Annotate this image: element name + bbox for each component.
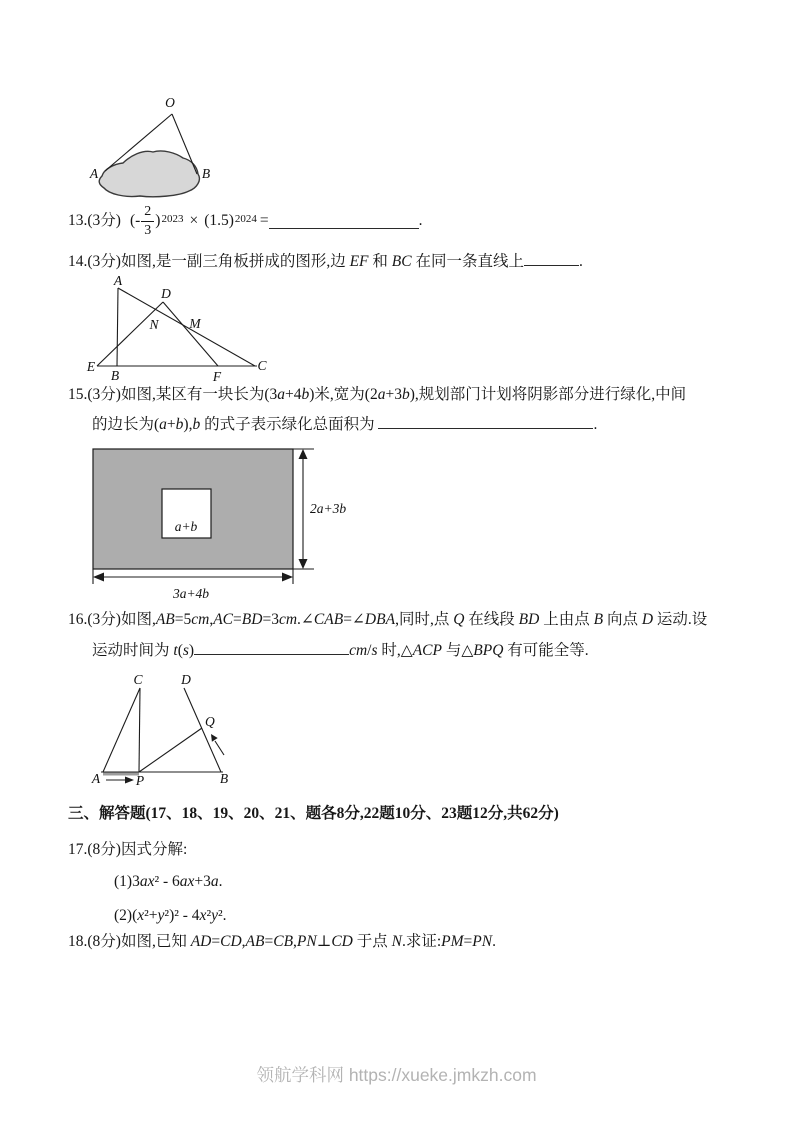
- segment-AC: [103, 688, 140, 772]
- segment-AC: [118, 288, 255, 366]
- period: .: [593, 416, 598, 433]
- label-A: A: [89, 166, 99, 181]
- width-dimension-label: 3a+4b: [172, 586, 210, 601]
- fraction-two-thirds: [141, 205, 154, 238]
- answer-blank-14: [524, 251, 579, 266]
- label-F: F: [212, 369, 222, 384]
- question-13-label: 13.(3分): [68, 212, 121, 230]
- fraction-denominator: 3: [144, 222, 152, 238]
- answer-blank-16: [194, 640, 349, 655]
- label-B: B: [110, 368, 120, 383]
- segment-PQ: [139, 728, 202, 772]
- answer-blank-15: [378, 414, 593, 429]
- label-E: E: [86, 359, 96, 374]
- arrowhead-up: [299, 449, 308, 459]
- section-3-title: 三、解答题(17、18、19、20、21、题各8分,22题10分、23题12分,共62分): [68, 805, 559, 822]
- base-1point5: (1.5): [204, 212, 234, 230]
- question-17: [68, 839, 187, 861]
- label-C: C: [133, 672, 143, 687]
- question-18: [68, 931, 496, 953]
- question-16-text1: 16.(3分)如图,AB=5cm,AC=BD=3cm.∠CAB=∠DBA,同时,点 Q 在线段 BD 上由点 B 向点 D 运动.设: [68, 611, 708, 628]
- label-N: N: [149, 317, 159, 332]
- question-16-line1: [68, 609, 707, 631]
- label-B: B: [219, 771, 229, 786]
- exponent-2024: 2024: [234, 213, 257, 226]
- times-sign: ×: [189, 212, 199, 230]
- question-18-text: 18.(8分)如图,已知 AD=CD,AB=CB,PN⊥CD 于点 N.求证:PM=PN.: [68, 933, 496, 950]
- answer-blank-13: [269, 214, 419, 229]
- label-Q: Q: [205, 714, 215, 729]
- segment-DB: [184, 688, 221, 772]
- arrowhead-left: [93, 573, 104, 582]
- period: .: [578, 253, 583, 270]
- height-dimension-label: 2a+3b: [310, 501, 347, 516]
- label-A: A: [113, 273, 123, 288]
- segment-AB: [117, 288, 118, 366]
- section-3-header: [68, 803, 559, 825]
- paren-open: (: [129, 212, 136, 230]
- cloud-shape: [99, 151, 199, 197]
- question-14-text: 14.(3分)如图,是一副三角板拼成的图形,边 EF 和 BC 在同一条直线上: [68, 253, 524, 270]
- label-D: D: [181, 672, 191, 687]
- period: .: [418, 212, 423, 230]
- label-B: B: [201, 166, 211, 181]
- motion-arrow-up-head: [211, 734, 218, 742]
- segment-DF: [163, 302, 218, 366]
- arrowhead-down: [299, 559, 308, 569]
- item-2-label: (2): [114, 907, 133, 924]
- figure-rect-15: [88, 443, 378, 611]
- question-14: [68, 251, 583, 273]
- label-M: M: [189, 316, 201, 331]
- arrowhead-right: [282, 573, 293, 582]
- label-O: O: [165, 95, 175, 110]
- figure-triangle-oab: [85, 92, 225, 208]
- label-A: A: [91, 771, 101, 786]
- inner-square-label: a+b: [174, 519, 198, 534]
- segment-CP: [139, 688, 140, 772]
- figure-triangles-14: [85, 273, 277, 386]
- question-15-line1: [68, 384, 686, 406]
- minus-sign: -: [135, 212, 141, 230]
- equals-sign: =: [259, 212, 269, 230]
- motion-arrow-right-head: [125, 777, 134, 784]
- question-16-text2-pre: 运动时间为 t(s): [92, 642, 195, 659]
- label-P: P: [135, 773, 145, 788]
- item-1-label: (1): [114, 873, 133, 890]
- question-17-item2: [114, 905, 227, 927]
- question-17-text: 17.(8分)因式分解:: [68, 841, 188, 858]
- exponent-2023: 2023: [161, 213, 184, 226]
- figure-motion-16: [85, 670, 247, 794]
- site-watermark: [0, 1062, 793, 1087]
- paren-close: ): [155, 212, 161, 230]
- question-16-text2-post: cm/s 时,△ACP 与△BPQ 有可能全等.: [349, 642, 589, 659]
- segment-ED: [97, 302, 163, 366]
- question-17-item1: [114, 871, 223, 893]
- item-2-expression: (x²+y²)² - 4x²y².: [132, 907, 227, 924]
- watermark-text: 领航学科网 https://xueke.jmkzh.com: [256, 1065, 537, 1085]
- fraction-numerator: 2: [141, 205, 154, 222]
- question-13: [68, 199, 423, 243]
- question-15-text1: 15.(3分)如图,某区有一块长为(3a+4b)米,宽为(2a+3b),规划部门计划将阴影部分进行绿化,中间: [68, 386, 687, 403]
- question-15-text2: 的边长为(a+b),b 的式子表示绿化总面积为: [92, 416, 379, 433]
- motion-arrow-up-shaft: [215, 741, 224, 755]
- label-D: D: [161, 286, 171, 301]
- item-1-expression: 3ax² - 6ax+3a.: [132, 873, 223, 890]
- label-C: C: [257, 358, 267, 373]
- question-15-line2: [92, 414, 597, 436]
- question-16-line2: [92, 640, 589, 662]
